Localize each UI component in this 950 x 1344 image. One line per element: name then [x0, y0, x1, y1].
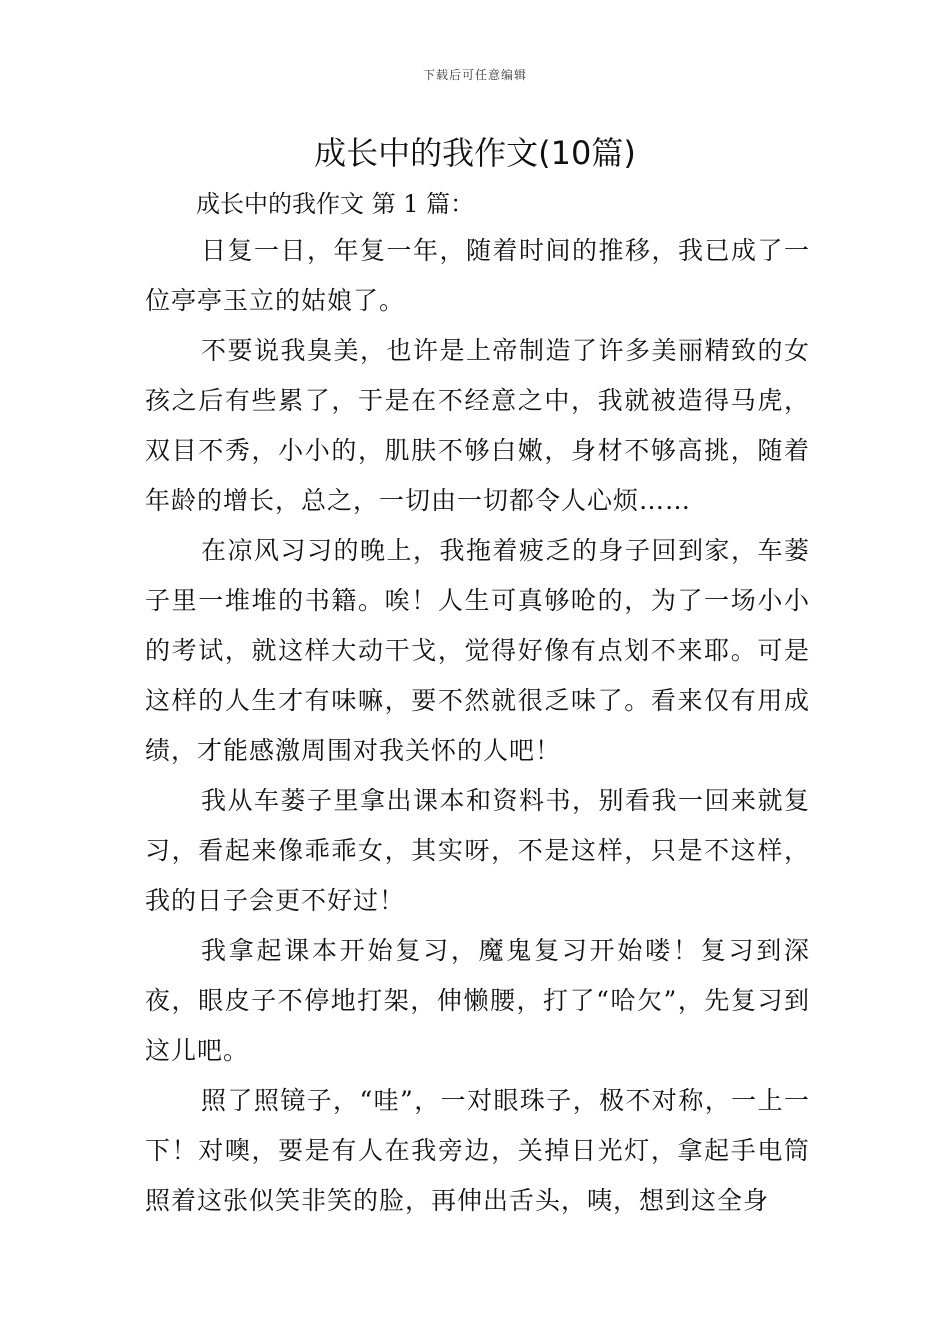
section-heading: 成长中的我作文 第 1 篇：	[196, 190, 475, 218]
header-note: 下载后可任意编辑	[422, 68, 527, 82]
paragraph-1: 日复一日，年复一年，随着时间的推移，我已成了一位亭亭玉立的姑娘了。	[145, 236, 810, 315]
paragraph-5: 我拿起课本开始复习，魔鬼复习开始喽！复习到深夜，眼皮子不停地打架，伸懒腰，打了“哈欠”，先复习到这儿吧。	[145, 936, 810, 1065]
paragraph-3: 在凉风习习的晚上，我拖着疲乏的身子回到家，车蒌子里一堆堆的书籍。唉！人生可真够呛的，为了一场小小的考试，就这样大动干戈，觉得好像有点划不来耶。可是这样的人生才有味嘛，要不然就很乏味了。看来仅有用成绩，才能感激周围对我关怀的人吧！	[145, 536, 810, 765]
paragraph-4: 我从车蒌子里拿出课本和资料书，别看我一回来就复习，看起来像乖乖女，其实呀，不是这样，只是不这样，我的日子会更不好过！	[145, 786, 810, 915]
paragraph-2: 不要说我臭美，也许是上帝制造了许多美丽精致的女孩之后有些累了，于是在不经意之中，我就被造得马虎，双目不秀，小小的，肌肤不够白嫩，身材不够高挑，随着年龄的增长，总之，一切由一切都令人心烦……	[145, 336, 810, 515]
document-body	[145, 226, 810, 1226]
paragraph-6: 照了照镜子，“哇”，一对眼珠子，极不对称，一上一下！对噢，要是有人在我旁边，关掉日光灯，拿起手电筒照着这张似笑非笑的脸，再伸出舌头，咦，想到这全身	[145, 1086, 810, 1215]
page-title: 成长中的我作文(10篇)	[314, 134, 636, 172]
